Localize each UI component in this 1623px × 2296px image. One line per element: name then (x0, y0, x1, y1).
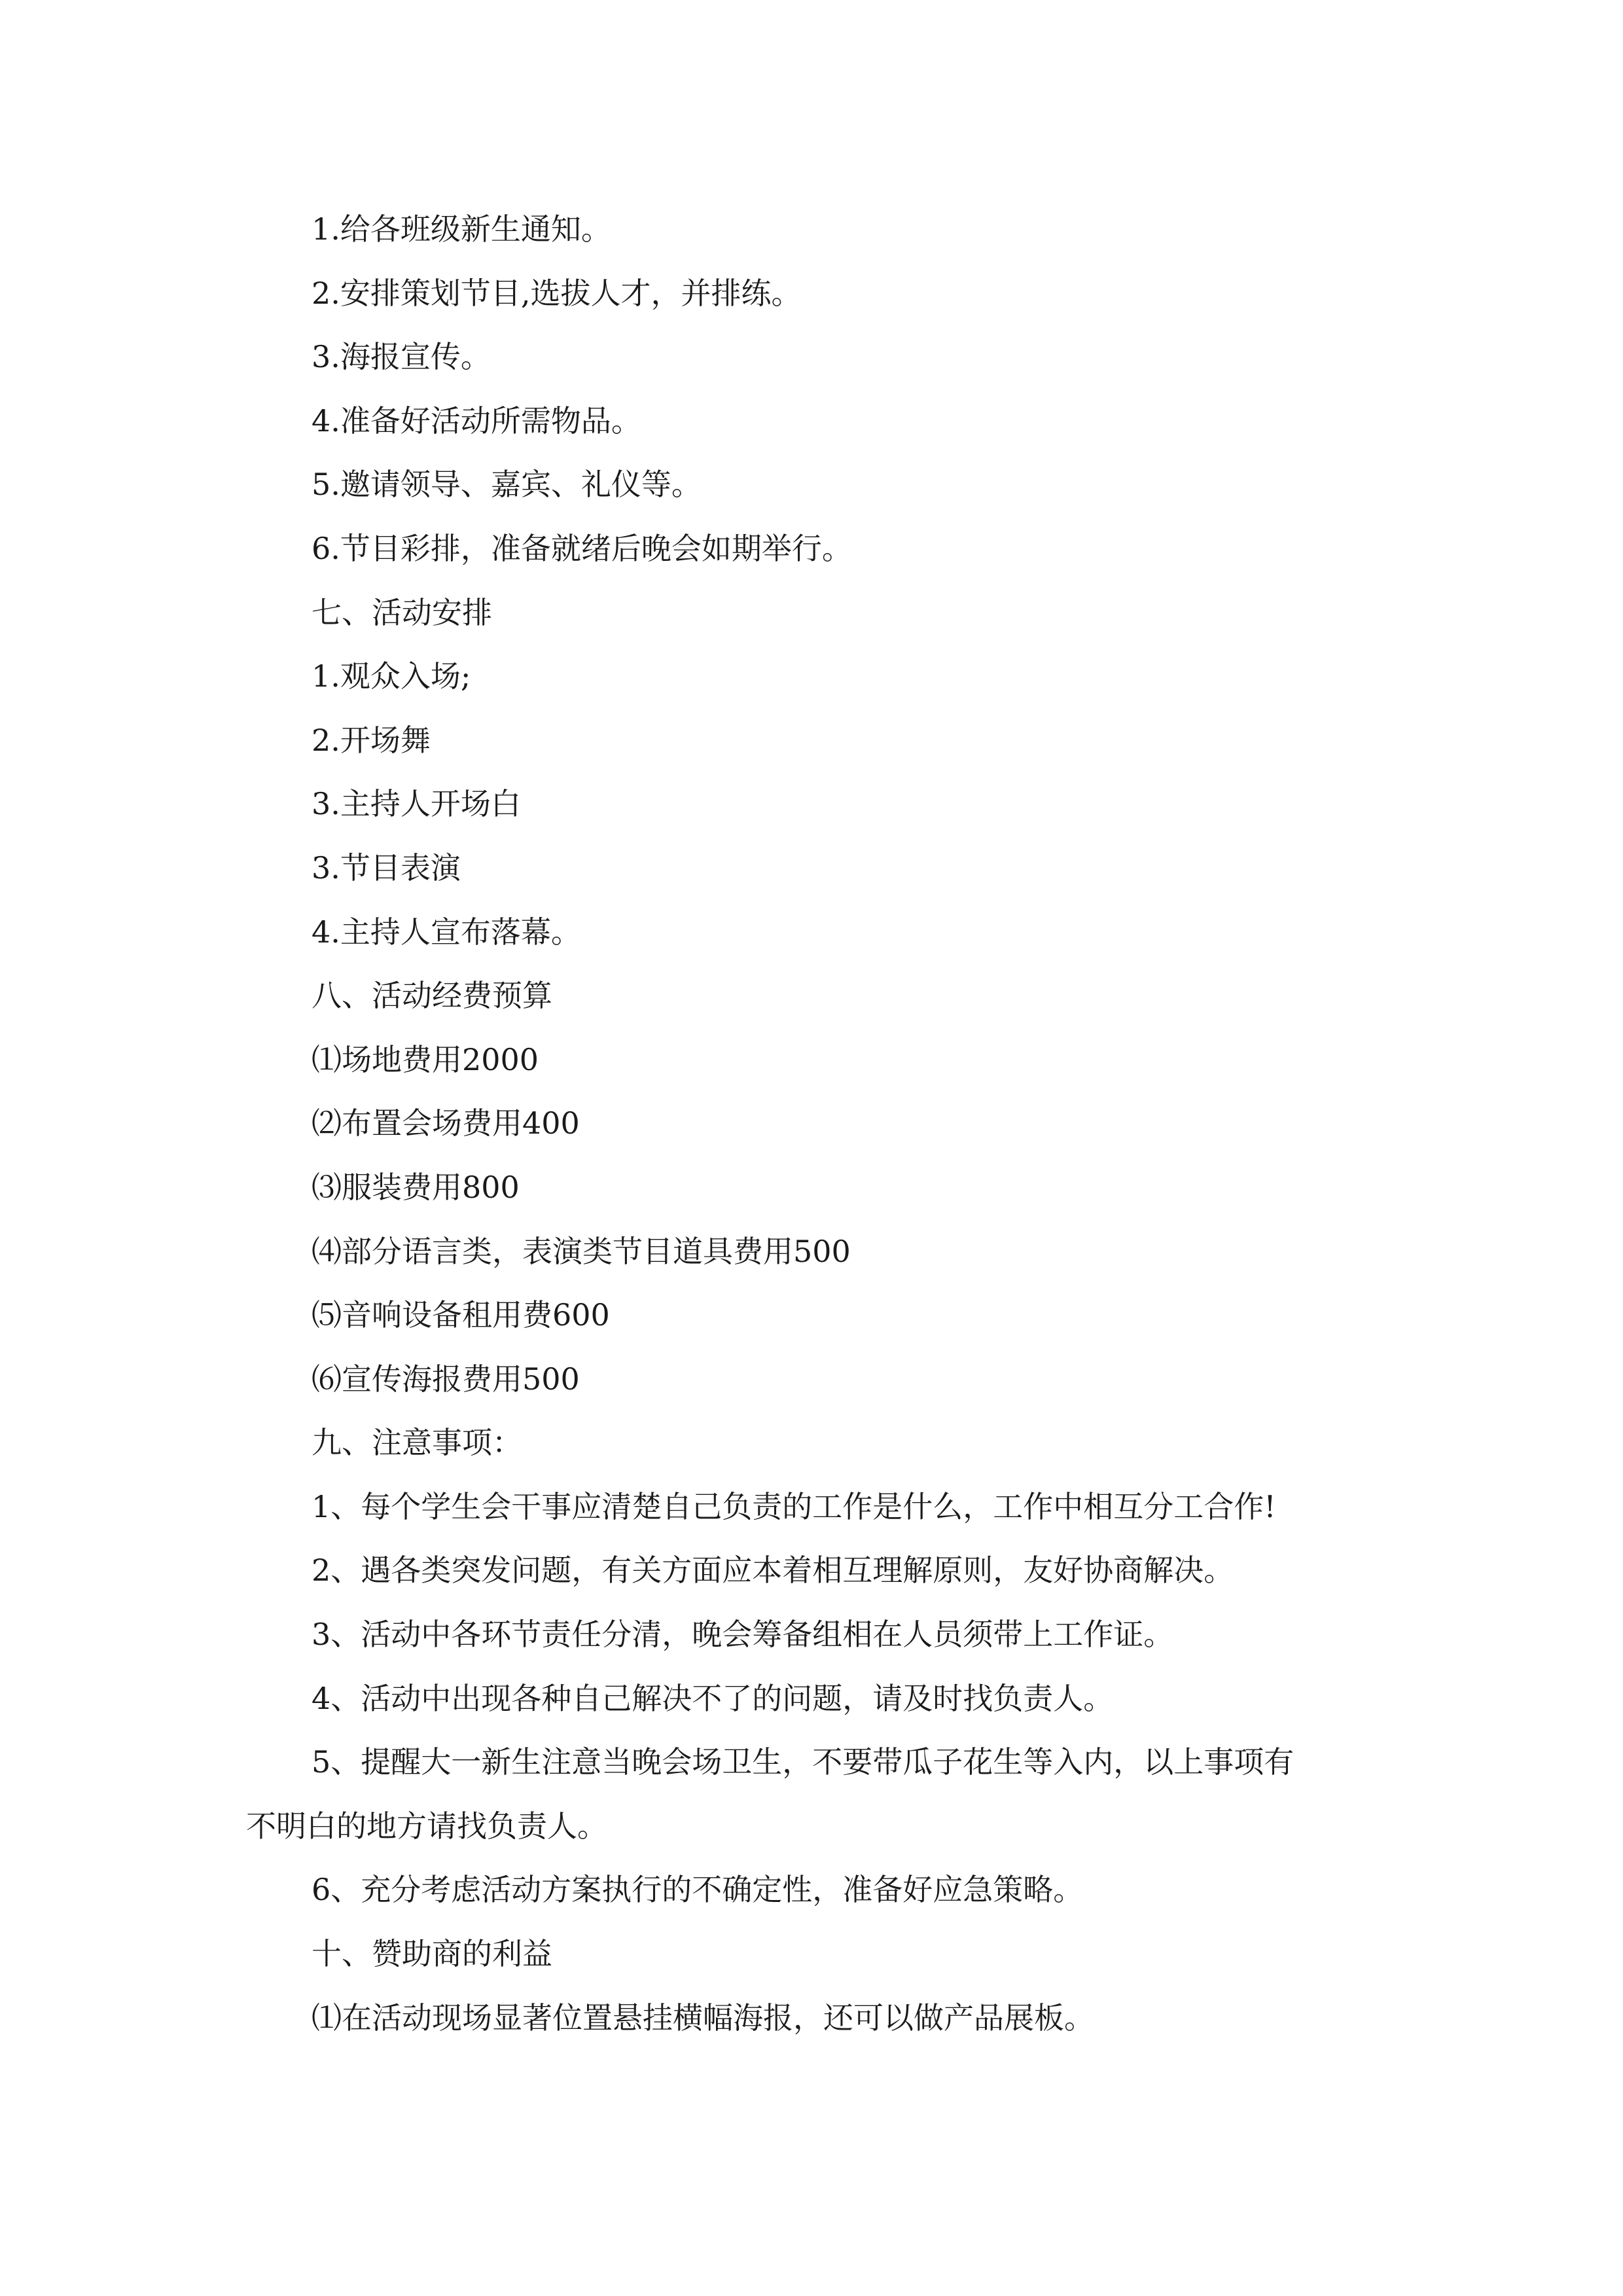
note-item-5-continued: 不明白的地方请找负责人。 (246, 1808, 607, 1844)
list-item-notify: 1.给各班级新生通知。 (312, 211, 611, 247)
note-item-5: 5、提醒大一新生注意当晚会场卫生，不要带瓜子花生等入内，以上事项有 (312, 1744, 1294, 1780)
budget-item-decoration: ⑵布置会场费用400 (312, 1105, 580, 1141)
list-item-opening-dance: 2.开场舞 (312, 722, 431, 758)
list-item-closing: 4.主持人宣布落幕。 (312, 914, 581, 950)
list-item-poster: 3.海报宣传。 (312, 339, 491, 375)
budget-item-poster: ⑹宣传海报费用500 (312, 1361, 580, 1397)
note-item-3: 3、活动中各环节责任分清，晚会筹备组相在人员须带上工作证。 (312, 1617, 1174, 1653)
section-heading-notes: 九、注意事项： (312, 1425, 522, 1461)
budget-item-venue: ⑴场地费用2000 (312, 1041, 539, 1077)
budget-item-audio: ⑸音响设备租用费600 (312, 1297, 610, 1333)
sponsor-item-1: ⑴在活动现场显著位置悬挂横幅海报，还可以做产品展板。 (312, 2000, 1094, 2036)
note-item-2: 2、遇各类突发问题，有关方面应本着相互理解原则，友好协商解决。 (312, 1552, 1234, 1588)
list-item-invite: 5.邀请领导、嘉宾、礼仪等。 (312, 467, 702, 503)
budget-item-costume: ⑶服装费用800 (312, 1169, 520, 1205)
list-item-performance: 3.节目表演 (312, 850, 461, 886)
list-item-host-opening: 3.主持人开场白 (312, 786, 521, 822)
document-body (246, 198, 1378, 2050)
list-item-program: 2.安排策划节目,选拔人才，并排练。 (312, 275, 802, 311)
note-item-6: 6、充分考虑活动方案执行的不确定性，准备好应急策略。 (312, 1872, 1084, 1908)
section-heading-budget: 八、活动经费预算 (312, 978, 552, 1014)
list-item-entry: 1.观众入场; (312, 658, 471, 694)
note-item-4: 4、活动中出现各种自己解决不了的问题，请及时找负责人。 (312, 1680, 1114, 1716)
section-heading-schedule: 七、活动安排 (312, 594, 492, 630)
section-heading-sponsor: 十、赞助商的利益 (312, 1936, 552, 1972)
list-item-rehearsal: 6.节目彩排，准备就绪后晚会如期举行。 (312, 530, 852, 566)
list-item-supplies: 4.准备好活动所需物品。 (312, 403, 641, 439)
note-item-1: 1、每个学生会干事应清楚自己负责的工作是什么，工作中相互分工合作! (312, 1488, 1276, 1524)
budget-item-props: ⑷部分语言类，表演类节目道具费用500 (312, 1233, 851, 1269)
